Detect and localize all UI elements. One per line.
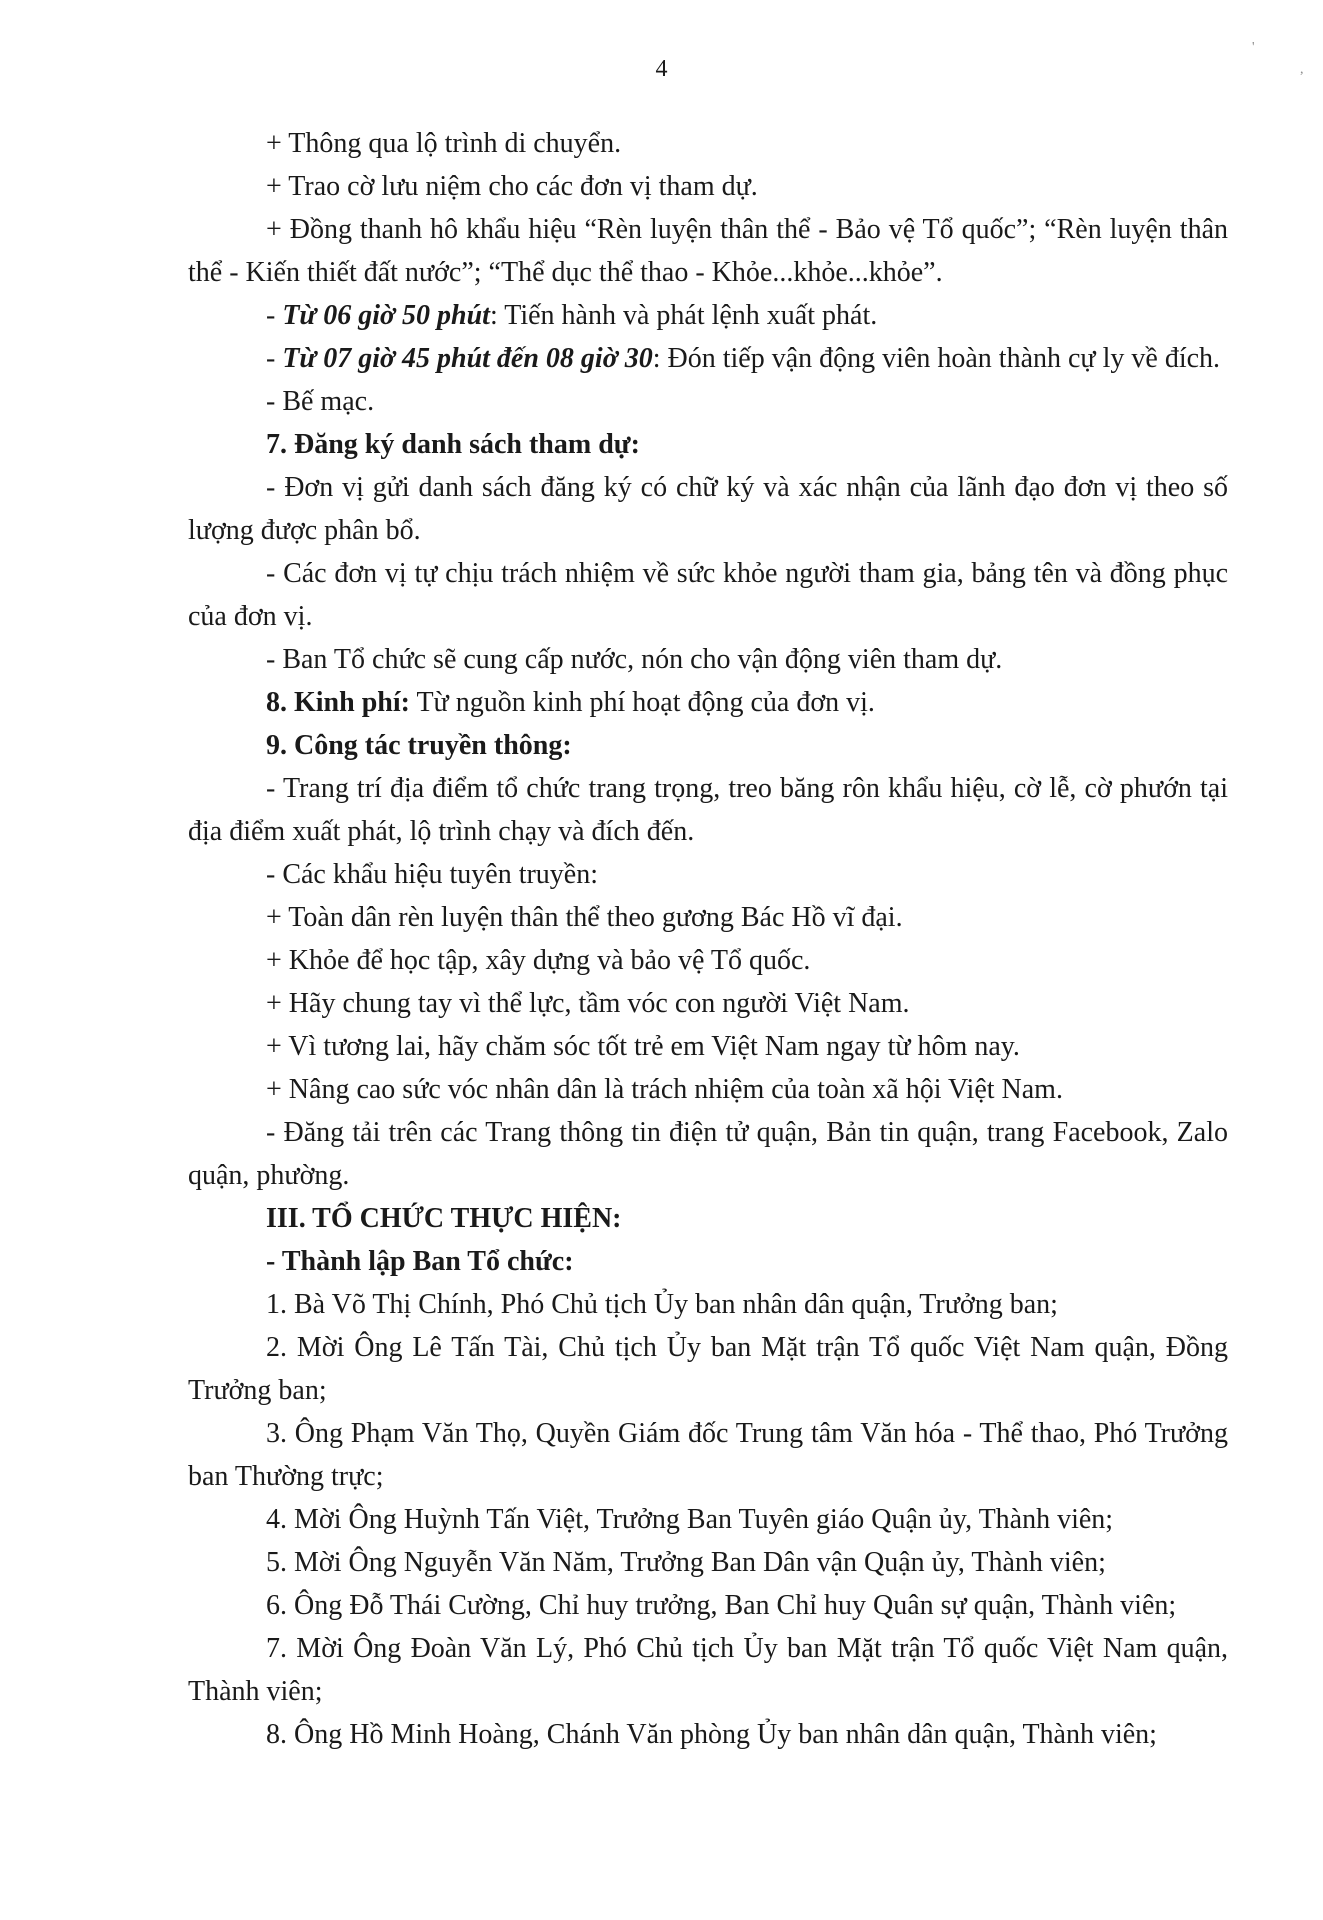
paragraph: - Các khẩu hiệu tuyên truyền: xyxy=(266,859,599,890)
member-item: 4. Mời Ông Huỳnh Tấn Việt, Trưởng Ban Tuyên giáo Quận ủy, Thành viên; xyxy=(266,1504,1114,1535)
prefix: - xyxy=(266,300,283,331)
paragraph: - Đơn vị gửi danh sách đăng ký có chữ ký và xác nhận của lãnh đạo đơn vị theo số lượng được phân bổ. xyxy=(188,472,1228,546)
paragraph: + Trao cờ lưu niệm cho các đơn vị tham dự. xyxy=(266,171,758,202)
paragraph: - Trang trí địa điểm tổ chức trang trọng, treo băng rôn khẩu hiệu, cờ lễ, cờ phướn tại địa điểm xuất phát, lộ trình chạy và đích đến. xyxy=(188,773,1228,847)
section-heading: 9. Công tác truyền thông: xyxy=(266,730,572,761)
heading-label: 8. Kinh phí: xyxy=(266,687,410,718)
member-item: 2. Mời Ông Lê Tấn Tài, Chủ tịch Ủy ban Mặt trận Tổ quốc Việt Nam quận, Đồng Trưởng ban; xyxy=(188,1332,1228,1406)
paragraph: - Ban Tổ chức sẽ cung cấp nước, nón cho vận động viên tham dự. xyxy=(266,644,1003,675)
paragraph: - Bế mạc. xyxy=(266,386,375,417)
paragraph-text: : Đón tiếp vận động viên hoàn thành cự ly về đích. xyxy=(652,343,1221,374)
paragraph-text: Từ nguồn kinh phí hoạt động của đơn vị. xyxy=(409,687,875,718)
slogan-item: + Khỏe để học tập, xây dựng và bảo vệ Tổ quốc. xyxy=(266,945,811,976)
time-emphasis: Từ 06 giờ 50 phút xyxy=(282,300,490,331)
prefix: - xyxy=(266,343,283,374)
page-number: 4 xyxy=(655,56,668,82)
paragraph-text: : Tiến hành và phát lệnh xuất phát. xyxy=(489,300,878,331)
member-item: 3. Ông Phạm Văn Thọ, Quyền Giám đốc Trung tâm Văn hóa - Thể thao, Phó Trưởng ban Thường trực; xyxy=(188,1418,1228,1492)
slogan-item: + Hãy chung tay vì thể lực, tầm vóc con người Việt Nam. xyxy=(266,988,910,1019)
section-heading: 7. Đăng ký danh sách tham dự: xyxy=(266,429,640,460)
slogan-item: + Toàn dân rèn luyện thân thể theo gương Bác Hồ vĩ đại. xyxy=(266,902,903,933)
member-item: 5. Mời Ông Nguyễn Văn Năm, Trưởng Ban Dân vận Quận ủy, Thành viên; xyxy=(266,1547,1106,1578)
sub-heading: - Thành lập Ban Tổ chức: xyxy=(266,1246,574,1277)
member-item: 7. Mời Ông Đoàn Văn Lý, Phó Chủ tịch Ủy ban Mặt trận Tổ quốc Việt Nam quận, Thành viên; xyxy=(188,1633,1228,1707)
paragraph: - Đăng tải trên các Trang thông tin điện tử quận, Bản tin quận, trang Facebook, Zalo quận, phường. xyxy=(188,1117,1228,1191)
time-emphasis: Từ 07 giờ 45 phút đến 08 giờ 30 xyxy=(282,343,653,374)
document-body xyxy=(188,122,1228,1756)
scan-speck: ' xyxy=(1252,40,1255,55)
section-heading xyxy=(188,681,1228,724)
member-item: 8. Ông Hồ Minh Hoàng, Chánh Văn phòng Ủy ban nhân dân quận, Thành viên; xyxy=(266,1719,1157,1750)
scan-speck: , xyxy=(1300,62,1304,77)
section-heading: III. TỔ CHỨC THỰC HIỆN: xyxy=(266,1203,622,1234)
member-item: 6. Ông Đỗ Thái Cường, Chỉ huy trưởng, Ban Chỉ huy Quân sự quận, Thành viên; xyxy=(266,1590,1177,1621)
slogan-item: + Nâng cao sức vóc nhân dân là trách nhiệm của toàn xã hội Việt Nam. xyxy=(266,1074,1063,1105)
slogan-item: + Vì tương lai, hãy chăm sóc tốt trẻ em Việt Nam ngay từ hôm nay. xyxy=(266,1031,1020,1062)
paragraph: + Đồng thanh hô khẩu hiệu “Rèn luyện thân thể - Bảo vệ Tổ quốc”; “Rèn luyện thân thể - Kiến thiết đất nước”; “Thể dục thể thao - Khỏe...khỏe...khỏe”. xyxy=(188,214,1228,288)
paragraph: + Thông qua lộ trình di chuyển. xyxy=(266,128,622,159)
paragraph xyxy=(188,294,1228,337)
member-item: 1. Bà Võ Thị Chính, Phó Chủ tịch Ủy ban nhân dân quận, Trưởng ban; xyxy=(266,1289,1058,1320)
paragraph xyxy=(188,337,1228,380)
paragraph: - Các đơn vị tự chịu trách nhiệm về sức khỏe người tham gia, bảng tên và đồng phục của đơn vị. xyxy=(188,558,1228,632)
